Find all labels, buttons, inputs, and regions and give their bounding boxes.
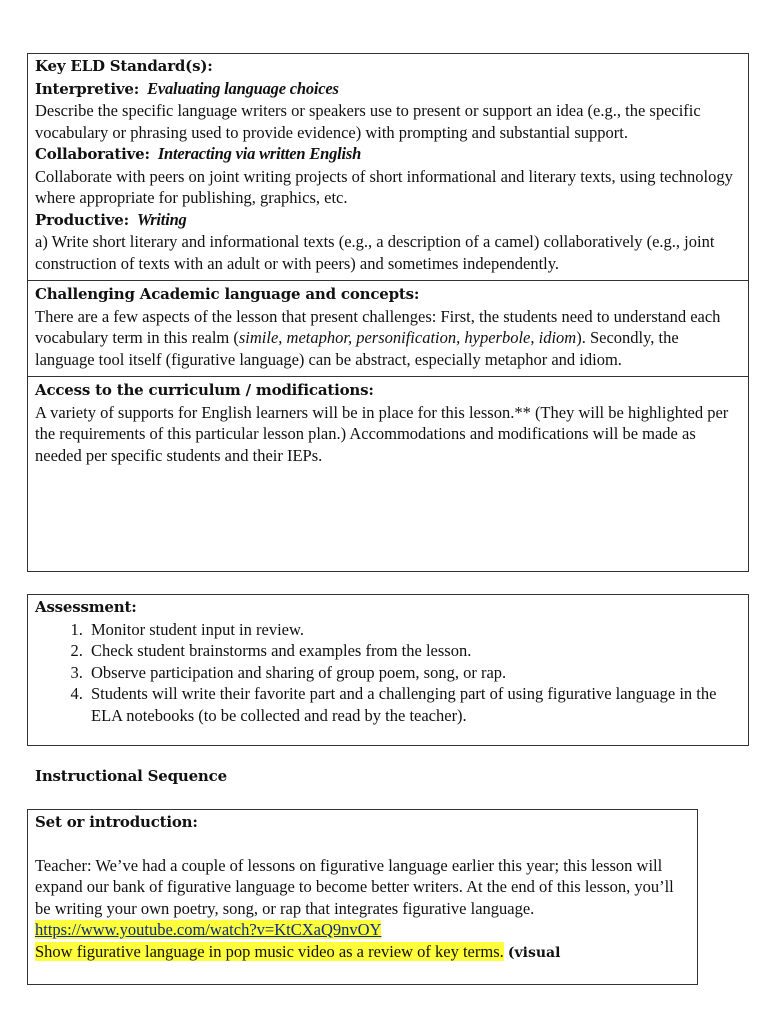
youtube-link[interactable]: https://www.youtube.com/watch?v=KtCXaQ9nvOY — [35, 920, 382, 939]
productive-label: Productive: — [35, 210, 129, 229]
collaborative-focus: Interacting via written English — [157, 144, 362, 163]
teacher-text: Teacher: We’ve had a couple of lessons on figurative language earlier this year; this lesson will expand our bank of figurative language to become better writers. At the end of this lesson, you’ll be writing your own poetry, song, or rap that integrates figurative language. — [35, 855, 674, 918]
standards-box — [27, 53, 749, 572]
collaborative-heading — [35, 143, 741, 166]
interpretive-heading — [35, 78, 741, 101]
instructional-sequence-heading: Instructional Sequence — [35, 767, 227, 785]
video-text: Show figurative language in pop music video as a review of key terms. — [35, 941, 504, 961]
access-text: A variety of supports for English learners will be in place for this lesson.** (They will be highlighted per the requirements of this particular lesson plan.) Accommodations and modifications will be made as needed per specific students and their IEPs. — [35, 402, 729, 465]
collaborative-text: Collaborate with peers on joint writing projects of short informational and literary texts, using technology where appropriate for publishing, graphics, etc. — [35, 166, 733, 207]
assessment-item: 1. Monitor student input in review. — [87, 619, 741, 641]
key-eld-heading: Key ELD Standard(s): — [35, 57, 213, 75]
challenging-text-after: ). Secondly, the language tool itself (figurative language) can be abstract, especially metaphor and idiom. — [35, 328, 679, 369]
video-line — [35, 941, 690, 965]
assessment-item: 3. Observe participation and sharing of group poem, song, or rap. — [87, 662, 741, 684]
assessment-item: 2. Check student brainstorms and examples from the lesson. — [87, 640, 741, 662]
link-line — [35, 919, 690, 941]
assessment-heading: Assessment: — [35, 598, 137, 616]
challenging-text — [35, 306, 741, 371]
access-section — [28, 377, 748, 466]
productive-heading — [35, 209, 741, 232]
interpretive-focus: Evaluating language choices — [147, 78, 339, 98]
assessment-list — [35, 619, 741, 727]
productive-focus: Writing — [136, 209, 187, 229]
assessment-item: 4. Students will write their favorite part and a challenging part of using figurative language in the ELA notebooks (to be collected and read by the teacher). — [87, 683, 741, 726]
access-heading: Access to the curriculum / modifications: — [35, 381, 374, 399]
challenging-heading: Challenging Academic language and concepts: — [35, 285, 420, 303]
key-eld-section — [28, 56, 748, 281]
collaborative-label: Collaborative: — [35, 145, 150, 163]
challenging-text-before: There are a few aspects of the lesson that present challenges: First, the students need to understand each vocabulary term in this realm ( — [35, 306, 721, 347]
set-intro-box — [27, 809, 698, 985]
challenging-section — [28, 281, 748, 377]
challenging-terms: simile, metaphor, personification, hyperbole, idiom — [238, 328, 577, 347]
assessment-box — [27, 594, 749, 746]
visual-text: (visual — [507, 944, 561, 961]
productive-text: a) Write short literary and informational texts (e.g., a description of a camel) collaboratively (e.g., joint construction of texts with an adult or with peers) and sometimes independently. — [35, 232, 715, 273]
spacer — [35, 834, 690, 855]
set-intro-heading: Set or introduction: — [35, 813, 198, 831]
interpretive-text: Describe the specific language writers or speakers use to present or support an idea (e.g., the specific vocabulary or phrasing used to provide evidence) with prompting and substantial support. — [35, 101, 701, 142]
interpretive-label: Interpretive: — [35, 79, 140, 98]
